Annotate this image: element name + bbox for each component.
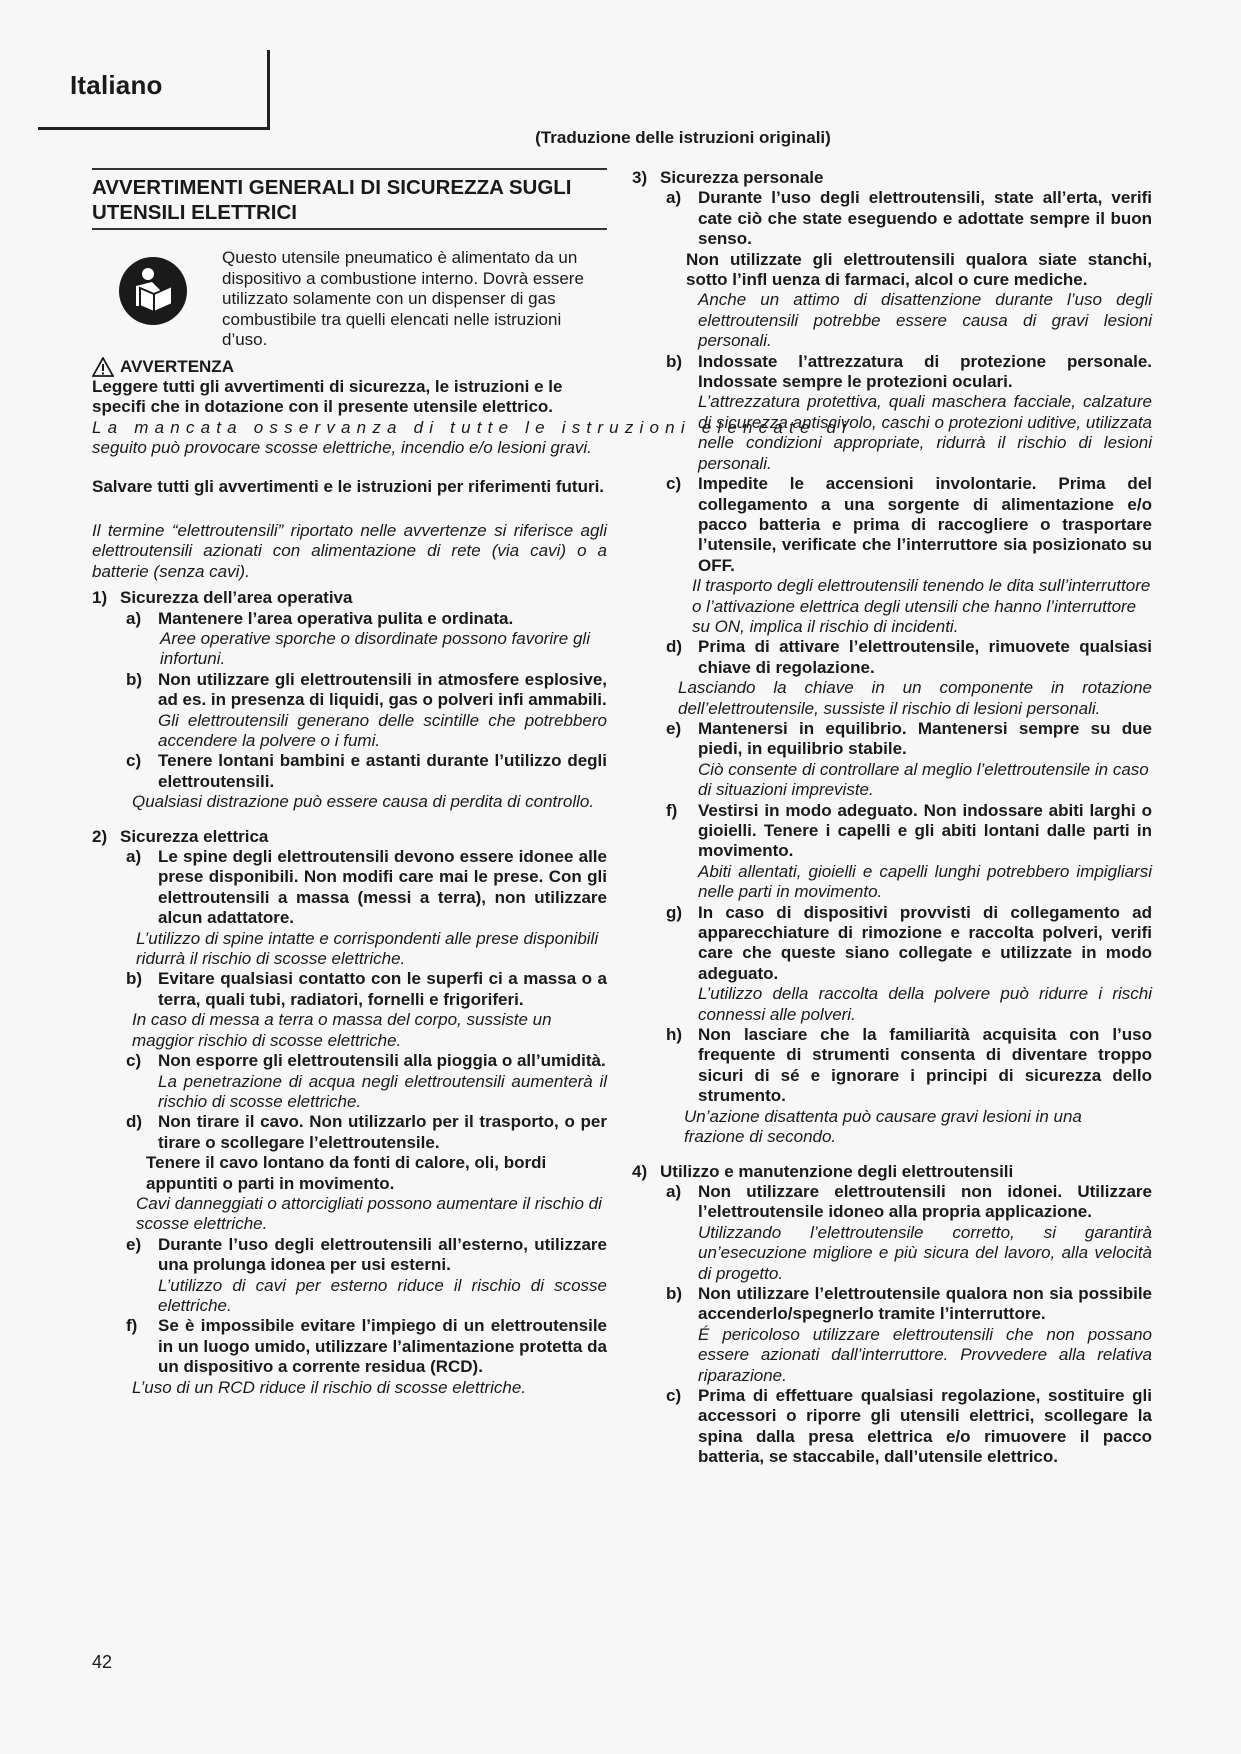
item-note: Il trasporto degli elettroutensili tenendo le dita sull’interruttore o l’attivazione elettrica degli utensili che hanno l’interruttore su ON, implica il rischio di incidenti.	[692, 576, 1151, 636]
read-manual-icon	[118, 256, 188, 326]
item-note: Lasciando la chiave in un componente in rotazione dell’elettroutensile, sussiste il rischio di lesioni personali.	[678, 678, 1152, 718]
item-note: Qualsiasi distrazione può essere causa di perdita di controllo.	[132, 792, 595, 812]
list-item: d) Prima di attivare l’elettroutensile, rimuovete qualsiasi chiave di regolazione.	[666, 637, 1152, 677]
list-item: d) Non tirare il cavo. Non utilizzarlo per il trasporto, o per tirare o scollegare l’elettroutensile.	[126, 1112, 607, 1152]
section-title: AVVERTIMENTI GENERALI DI SICUREZZA SUGLI UTENSILI ELETTRICI	[92, 168, 607, 230]
warning-bold-text: Leggere tutti gli avvertimenti di sicurezza, le istruzioni e le specifi che in dotazione con il presente utensile elettrico.	[92, 376, 563, 417]
item-note: L’attrezzatura protettiva, quali maschera facciale, calzature di sicurezza antiscivolo, caschi o protezioni uditive, utilizzata nelle condizioni appropriate, ridurrà il rischio di lesioni personali.	[698, 392, 1152, 473]
item-bold-note: Non utilizzate gli elettroutensili qualora siate stanchi, sotto l’infl uenza di farmaci, alcol o cure mediche.	[686, 249, 1152, 290]
item-note: Aree operative sporche o disordinate possono favorire gli infortuni.	[160, 628, 590, 669]
item-note: Utilizzando l’elettroutensile corretto, si garantirà un’esecuzione migliore e più sicura del lavoro, alla velocità di progetto.	[698, 1222, 1152, 1283]
list-item: b) Evitare qualsiasi contatto con le superfi ci a massa o a terra, quali tubi, radiatori, fornelli e frigoriferi.	[126, 969, 607, 1009]
section-1-heading: 1) Sicurezza dell’area operativa	[92, 588, 353, 608]
section-4-heading: 4) Utilizzo e manutenzione degli elettroutensili	[632, 1161, 1014, 1181]
warning-italic-text: seguito può provocare scosse elettriche, incendio e/o lesioni gravi.	[92, 438, 592, 458]
warning-triangle-icon	[92, 357, 114, 377]
item-note: L’uso di un RCD riduce il rischio di scosse elettriche.	[132, 1377, 527, 1397]
item-note: Gli elettroutensili generano delle scintille che potrebbero accendere la polvere o i fumi.	[158, 710, 607, 750]
item-bold-note: Tenere il cavo lontano da fonti di calore, oli, bordi appuntiti o parti in movimento.	[146, 1153, 547, 1193]
right-column	[632, 168, 1152, 1468]
list-item: c) Non esporre gli elettroutensili alla pioggia o all’umidità.	[126, 1051, 606, 1071]
list-item: f) Se è impossibile evitare l’impiego di un elettroutensile in un luogo umido, utilizzare l’alimentazione protetta da un dispositivo a corrente residua (RCD).	[126, 1316, 607, 1377]
term-definition: Il termine “elettroutensili” riportato nelle avvertenze si riferisce agli elettroutensili azionati con alimentazione di rete (via cavi) o a batterie (senza cavi).	[92, 520, 607, 581]
item-note: Anche un attimo di disattenzione durante l’uso degli elettroutensili potrebbe essere causa di gravi lesioni personali.	[698, 290, 1152, 351]
language-tab: Italiano	[70, 70, 163, 100]
item-note: L’utilizzo di spine intatte e corrispondenti alle prese disponibili ridurrà il rischio di scosse elettriche.	[136, 928, 599, 969]
list-item: a) Durante l’uso degli elettroutensili, state all’erta, verifi cate ciò che state eseguendo e adottate sempre il buon senso.	[666, 188, 1152, 249]
list-item: e) Mantenersi in equilibrio. Mantenersi sempre su due piedi, in equilibrio stabile.	[666, 718, 1152, 759]
list-item: a) Mantenere l’area operativa pulita e ordinata.	[126, 608, 514, 628]
item-note: Ciò consente di controllare al meglio l’elettroutensile in caso di situazioni impreviste.	[698, 759, 1149, 800]
item-note: La penetrazione di acqua negli elettroutensili aumenterà il rischio di scosse elettriche.	[158, 1071, 607, 1111]
intro-block	[92, 244, 607, 351]
page-number: 42	[92, 1652, 113, 1672]
item-note: Cavi danneggiati o attorcigliati possono aumentare il rischio di scosse elettriche.	[136, 1193, 602, 1234]
warning-label: AVVERTENZA	[120, 356, 234, 376]
warning-italic-line: La mancata osservanza di tutte le istruzioni elencate di	[92, 417, 853, 437]
list-item: h) Non lasciare che la familiarità acquisita con l’uso frequente di strumenti consenta di diventare troppo sicuri di sé e ignorare i principi di sicurezza dello strumento.	[666, 1025, 1152, 1106]
save-instructions: Salvare tutti gli avvertimenti e le istruzioni per riferimenti futuri.	[92, 476, 605, 496]
list-item: c) Impedite le accensioni involontarie. Prima del collegamento a una sorgente di alimentazione e/o pacco batteria e prima di raccogliere o trasportare l’utensile, verificate che l’interruttore sia posizionato su OFF.	[666, 474, 1152, 575]
list-item: a) Non utilizzare elettroutensili non idonei. Utilizzare l’elettroutensile idoneo alla propria applicazione.	[666, 1181, 1152, 1222]
list-item: b) Non utilizzare l’elettroutensile qualora non sia possibile accenderlo/spegnerlo tramite l’interruttore.	[666, 1283, 1152, 1324]
list-item: b) Non utilizzare gli elettroutensili in atmosfere esplosive, ad es. in presenza di liquidi, gas o polveri infi ammabili.	[126, 669, 607, 710]
list-item: c) Prima di effettuare qualsiasi regolazione, sostituire gli accessori o riporre gli utensili elettrici, scollegare la spina dalla presa elettrica e/o rimuovere il pacco batteria, se staccabile, dall’utensile elettrico.	[666, 1385, 1152, 1467]
list-item: e) Durante l’uso degli elettroutensili all’esterno, utilizzare una prolunga idonea per usi esterni.	[126, 1234, 607, 1275]
item-note: L’utilizzo di cavi per esterno riduce il rischio di scosse elettriche.	[158, 1275, 607, 1315]
page-subtitle: (Traduzione delle istruzioni originali)	[535, 128, 831, 147]
section-3-heading: 3) Sicurezza personale	[632, 168, 824, 187]
list-item: f) Vestirsi in modo adeguato. Non indossare abiti larghi o gioielli. Tenere i capelli e gli abiti lontani dalle parti in movimento.	[666, 800, 1152, 861]
section-2-heading: 2) Sicurezza elettrica	[92, 826, 269, 846]
intro-text: Questo utensile pneumatico è alimentato da un dispositivo a combustione interno. Dovrà essere utilizzato solamente con un dispenser di gas combustibile tra quelli elencati nelle istruzioni d’uso.	[222, 248, 584, 349]
item-note: Un’azione disattenta può causare gravi lesioni in una frazione di secondo.	[684, 1106, 1082, 1147]
item-note: L’utilizzo della raccolta della polvere può ridurre i rischi connessi alle polveri.	[698, 984, 1152, 1024]
list-item: b) Indossate l’attrezzatura di protezione personale. Indossate sempre le protezioni oculari.	[666, 351, 1152, 392]
list-item: g) In caso di dispositivi provvisti di collegamento ad apparecchiature di rimozione e raccolta polveri, verifi care che queste siano collegate e utilizzate in modo adeguato.	[666, 902, 1152, 983]
item-note: Abiti allentati, gioielli e capelli lunghi potrebbero impigliarsi nelle parti in movimento.	[698, 861, 1152, 902]
item-note: In caso di messa a terra o massa del corpo, sussiste un maggior rischio di scosse elettriche.	[132, 1010, 552, 1050]
item-note: É pericoloso utilizzare elettroutensili che non possano essere azionati dall’interruttore. Provvedere alla relativa riparazione.	[698, 1324, 1152, 1385]
list-item: a) Le spine degli elettroutensili devono essere idonee alle prese disponibili. Non modifi care mai le prese. Con gli elettroutensili a massa (messi a terra), non utilizzare alcun adattatore.	[126, 847, 607, 928]
warning-heading	[92, 357, 607, 377]
list-item: c) Tenere lontani bambini e astanti durante l’utilizzo degli elettroutensili.	[126, 751, 607, 791]
